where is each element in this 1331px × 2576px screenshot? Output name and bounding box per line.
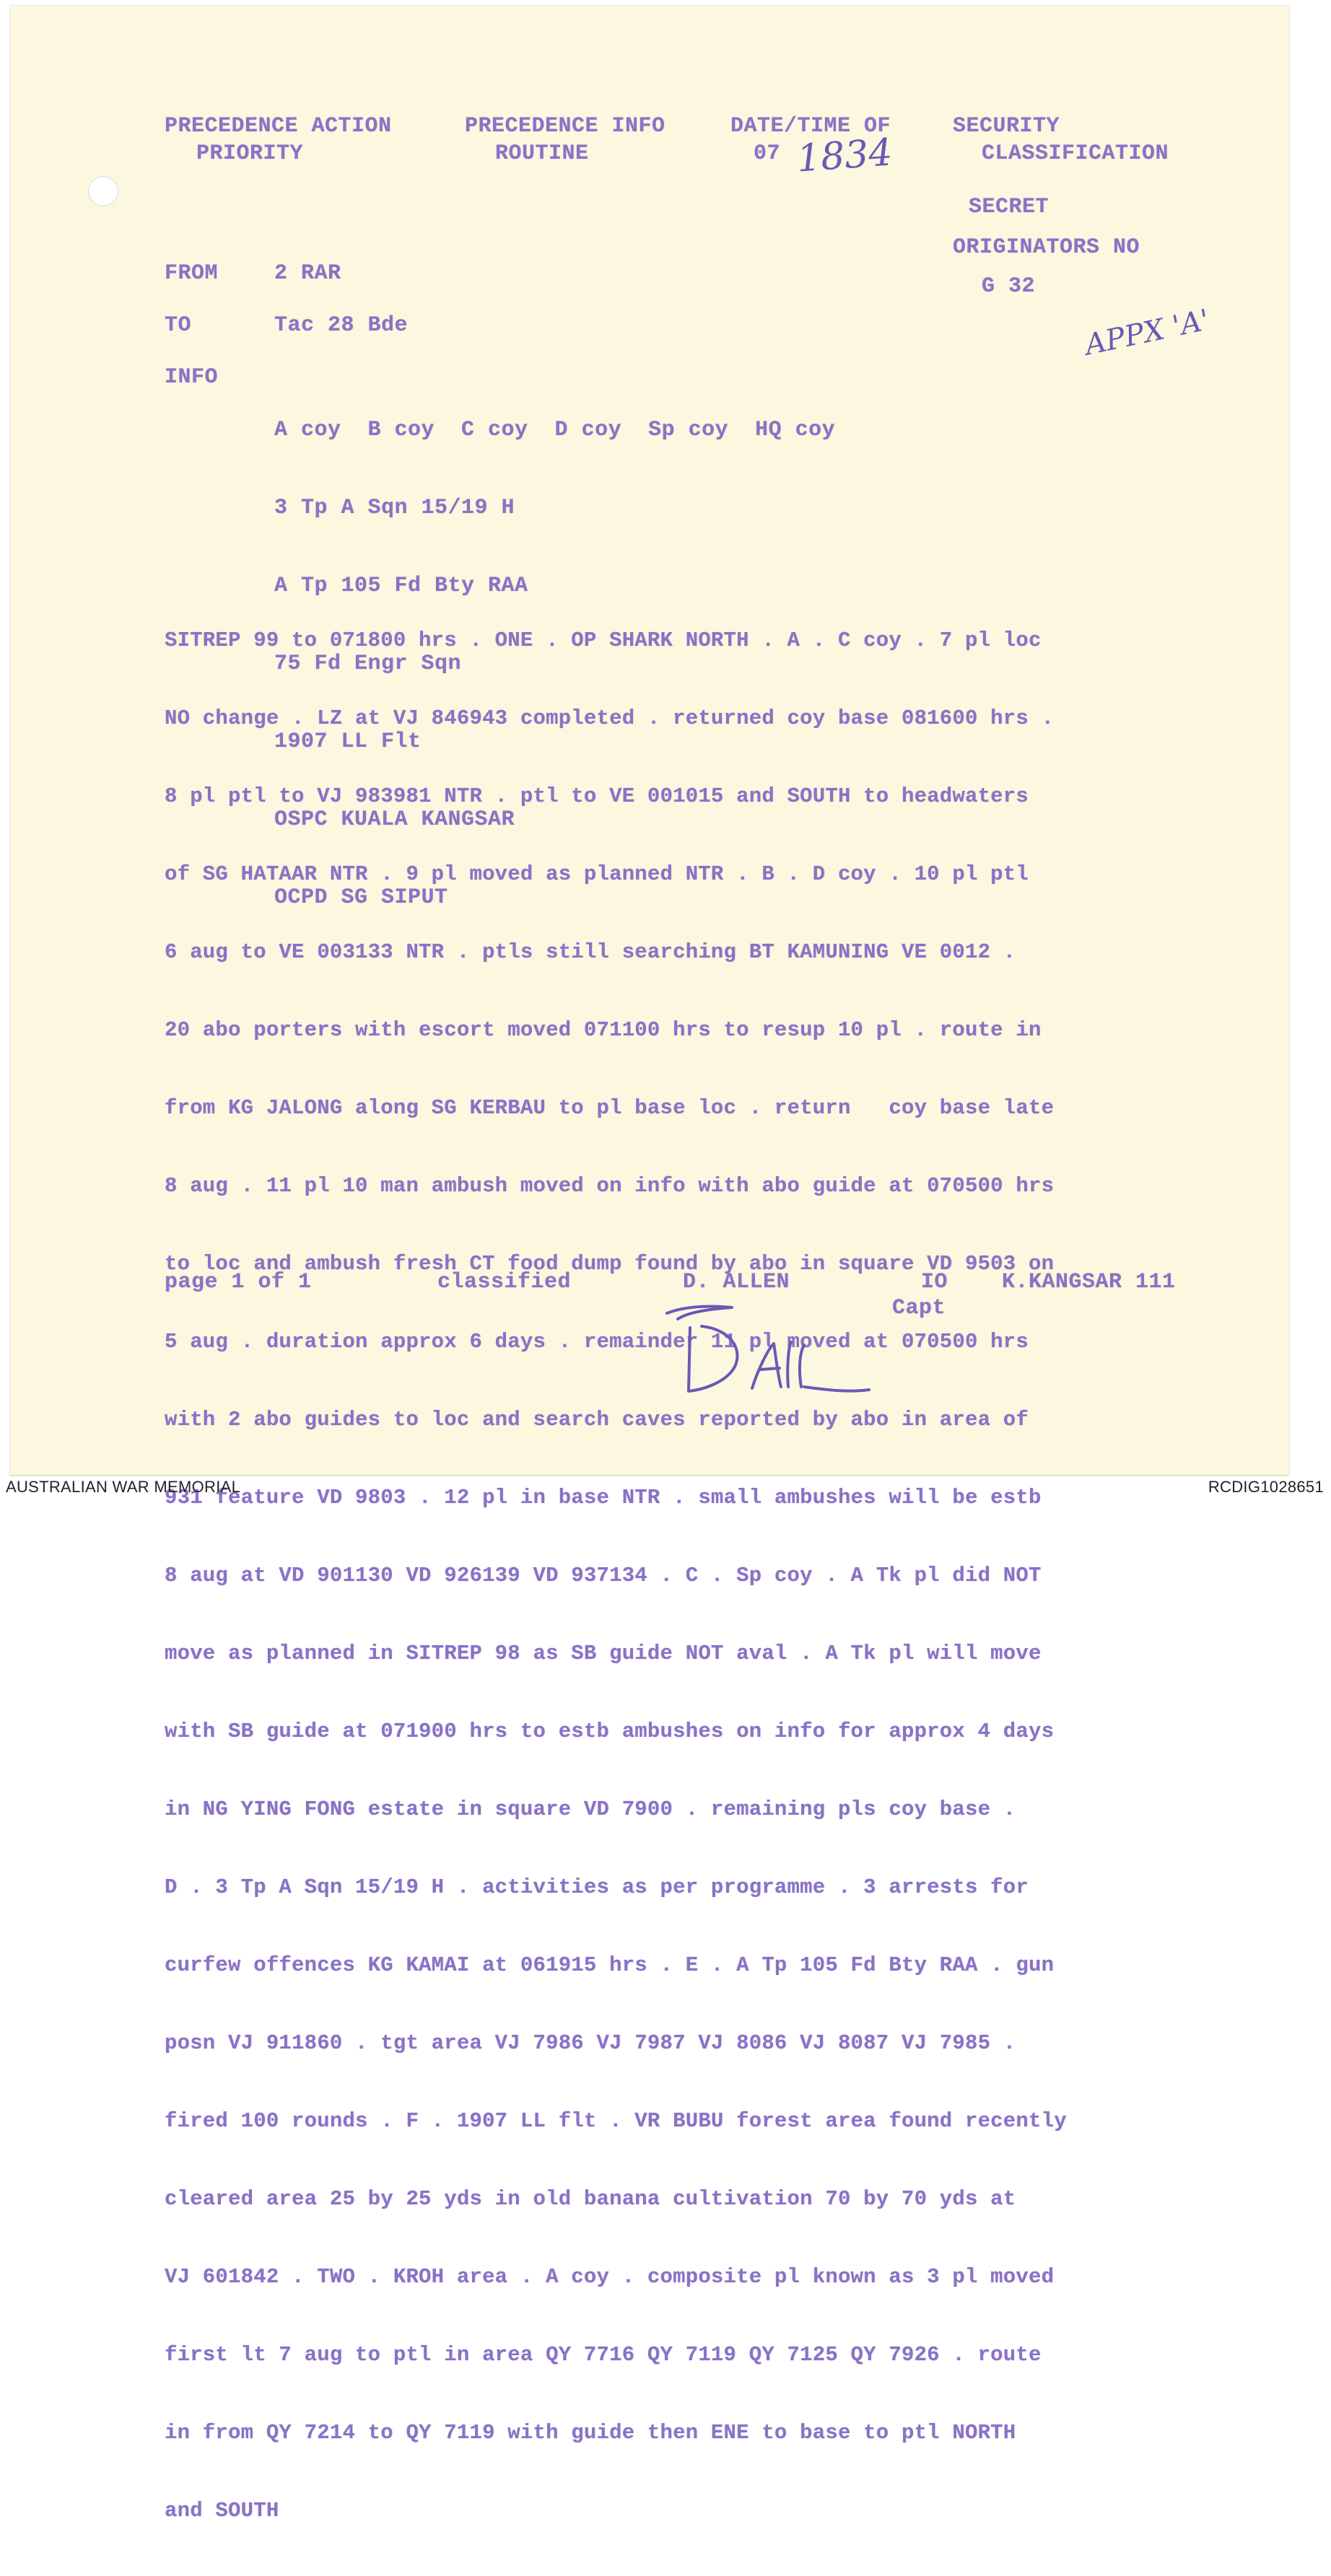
info-label: INFO	[165, 365, 219, 390]
message-line: VJ 601842 . TWO . KROH area . A coy . composite pl known as 3 pl moved	[165, 2265, 1055, 2289]
info-line: 75 Fd Engr Sqn	[274, 652, 462, 676]
archive-credit: AUSTRALIAN WAR MEMORIAL	[6, 1478, 241, 1496]
message-line: SITREP 99 to 071800 hrs . ONE . OP SHARK NORTH . A . C coy . 7 pl loc	[165, 628, 1042, 652]
message-body	[165, 576, 1067, 2576]
punch-hole	[88, 176, 118, 206]
message-line: posn VJ 911860 . tgt area VJ 7986 VJ 7987 VJ 8086 VJ 8087 VJ 7985 .	[165, 2031, 1016, 2055]
footer-appointment: IO	[921, 1270, 948, 1294]
info-line: A Tp 105 Fd Bty RAA	[274, 574, 528, 598]
message-line: fired 100 rounds . F . 1907 LL flt . VR BUBU forest area found recently	[165, 2109, 1067, 2133]
precedence-info-label: PRECEDENCE INFO	[465, 114, 666, 139]
datetime-typed: 07	[754, 141, 781, 166]
message-line: to loc and ambush fresh CT food dump found by abo in square VD 9503 on	[165, 1252, 1055, 1276]
message-line: in NG YING FONG estate in square VD 7900 . remaining pls coy base .	[165, 1797, 1016, 1821]
message-line: cleared area 25 by 25 yds in old banana cultivation 70 by 70 yds at	[165, 2187, 1016, 2211]
to-label: TO	[165, 313, 192, 338]
message-line: and SOUTH	[165, 2499, 279, 2523]
originators-label: ORIGINATORS NO	[953, 235, 1140, 260]
message-line: move as planned in SITREP 98 as SB guide NOT aval . A Tk pl will move	[165, 1642, 1042, 1665]
message-line: D . 3 Tp A Sqn 15/19 H . activities as per programme . 3 arrests for	[165, 1875, 1029, 1899]
info-line: OCPD SG SIPUT	[274, 885, 448, 910]
precedence-info-value: ROUTINE	[495, 141, 589, 166]
classification-value: SECRET	[969, 195, 1049, 219]
datetime-label: DATE/TIME OF	[730, 114, 891, 139]
precedence-action-label: PRECEDENCE ACTION	[165, 114, 392, 139]
message-line: first lt 7 aug to ptl in area QY 7716 QY 7119 QY 7125 QY 7926 . route	[165, 2343, 1042, 2367]
message-line: curfew offences KG KAMAI at 061915 hrs . E . A Tp 105 Fd Bty RAA . gun	[165, 1953, 1055, 1977]
footer-classified: classified	[437, 1270, 572, 1294]
message-line: of SG HATAAR NTR . 9 pl moved as planned NTR . B . D coy . 10 pl ptl	[165, 862, 1029, 886]
footer-exchange: K.KANGSAR 111	[1002, 1270, 1176, 1294]
message-line: with SB guide at 071900 hrs to estb ambushes on info for approx 4 days	[165, 1719, 1055, 1743]
footer-rank: Capt	[892, 1296, 946, 1320]
message-line: 8 aug . 11 pl 10 man ambush moved on info with abo guide at 070500 hrs	[165, 1174, 1055, 1198]
datetime-handwritten: 1834	[795, 131, 894, 181]
message-line: 20 abo porters with escort moved 071100 hrs to resup 10 pl . route in	[165, 1018, 1042, 1042]
info-line: 3 Tp A Sqn 15/19 H	[274, 496, 515, 520]
from-label: FROM	[165, 261, 219, 286]
message-line: 5 aug . duration approx 6 days . remainder 11 pl moved at 070500 hrs	[165, 1330, 1029, 1354]
message-line: 931 feature VD 9803 . 12 pl in base NTR . small ambushes will be estb	[165, 1486, 1042, 1510]
originators-value: G 32	[982, 274, 1036, 299]
message-line: 8 pl ptl to VJ 983981 NTR . ptl to VE 001015 and SOUTH to headwaters	[165, 784, 1029, 808]
footer-page: page 1 of 1	[165, 1270, 312, 1294]
info-line: A coy B coy C coy D coy Sp coy HQ coy	[274, 418, 836, 442]
message-line: from KG JALONG along SG KERBAU to pl base loc . return coy base late	[165, 1096, 1055, 1120]
handwritten-signature	[660, 1297, 876, 1406]
from-value: 2 RAR	[274, 261, 341, 286]
message-line: 6 aug to VE 003133 NTR . ptls still searching BT KAMUNING VE 0012 .	[165, 940, 1016, 964]
info-line: OSPC KUALA KANGSAR	[274, 807, 515, 832]
message-line: NO change . LZ at VJ 846943 completed . returned coy base 081600 hrs .	[165, 706, 1055, 730]
archive-id: RCDIG1028651	[1208, 1478, 1324, 1496]
classification-label: CLASSIFICATION	[982, 141, 1169, 166]
appx-handwritten: APPX 'A'	[1082, 303, 1213, 362]
message-line: 8 aug at VD 901130 VD 926139 VD 937134 . C . Sp coy . A Tk pl did NOT	[165, 1564, 1042, 1587]
footer-name: D. ALLEN	[683, 1270, 790, 1294]
precedence-action-value: PRIORITY	[196, 141, 304, 166]
message-line: in from QY 7214 to QY 7119 with guide then ENE to base to ptl NORTH	[165, 2421, 1016, 2445]
security-label: SECURITY	[953, 114, 1060, 139]
info-line: 1907 LL Flt	[274, 730, 422, 754]
to-value: Tac 28 Bde	[274, 313, 409, 338]
message-line: with 2 abo guides to loc and search caves reported by abo in area of	[165, 1408, 1029, 1432]
